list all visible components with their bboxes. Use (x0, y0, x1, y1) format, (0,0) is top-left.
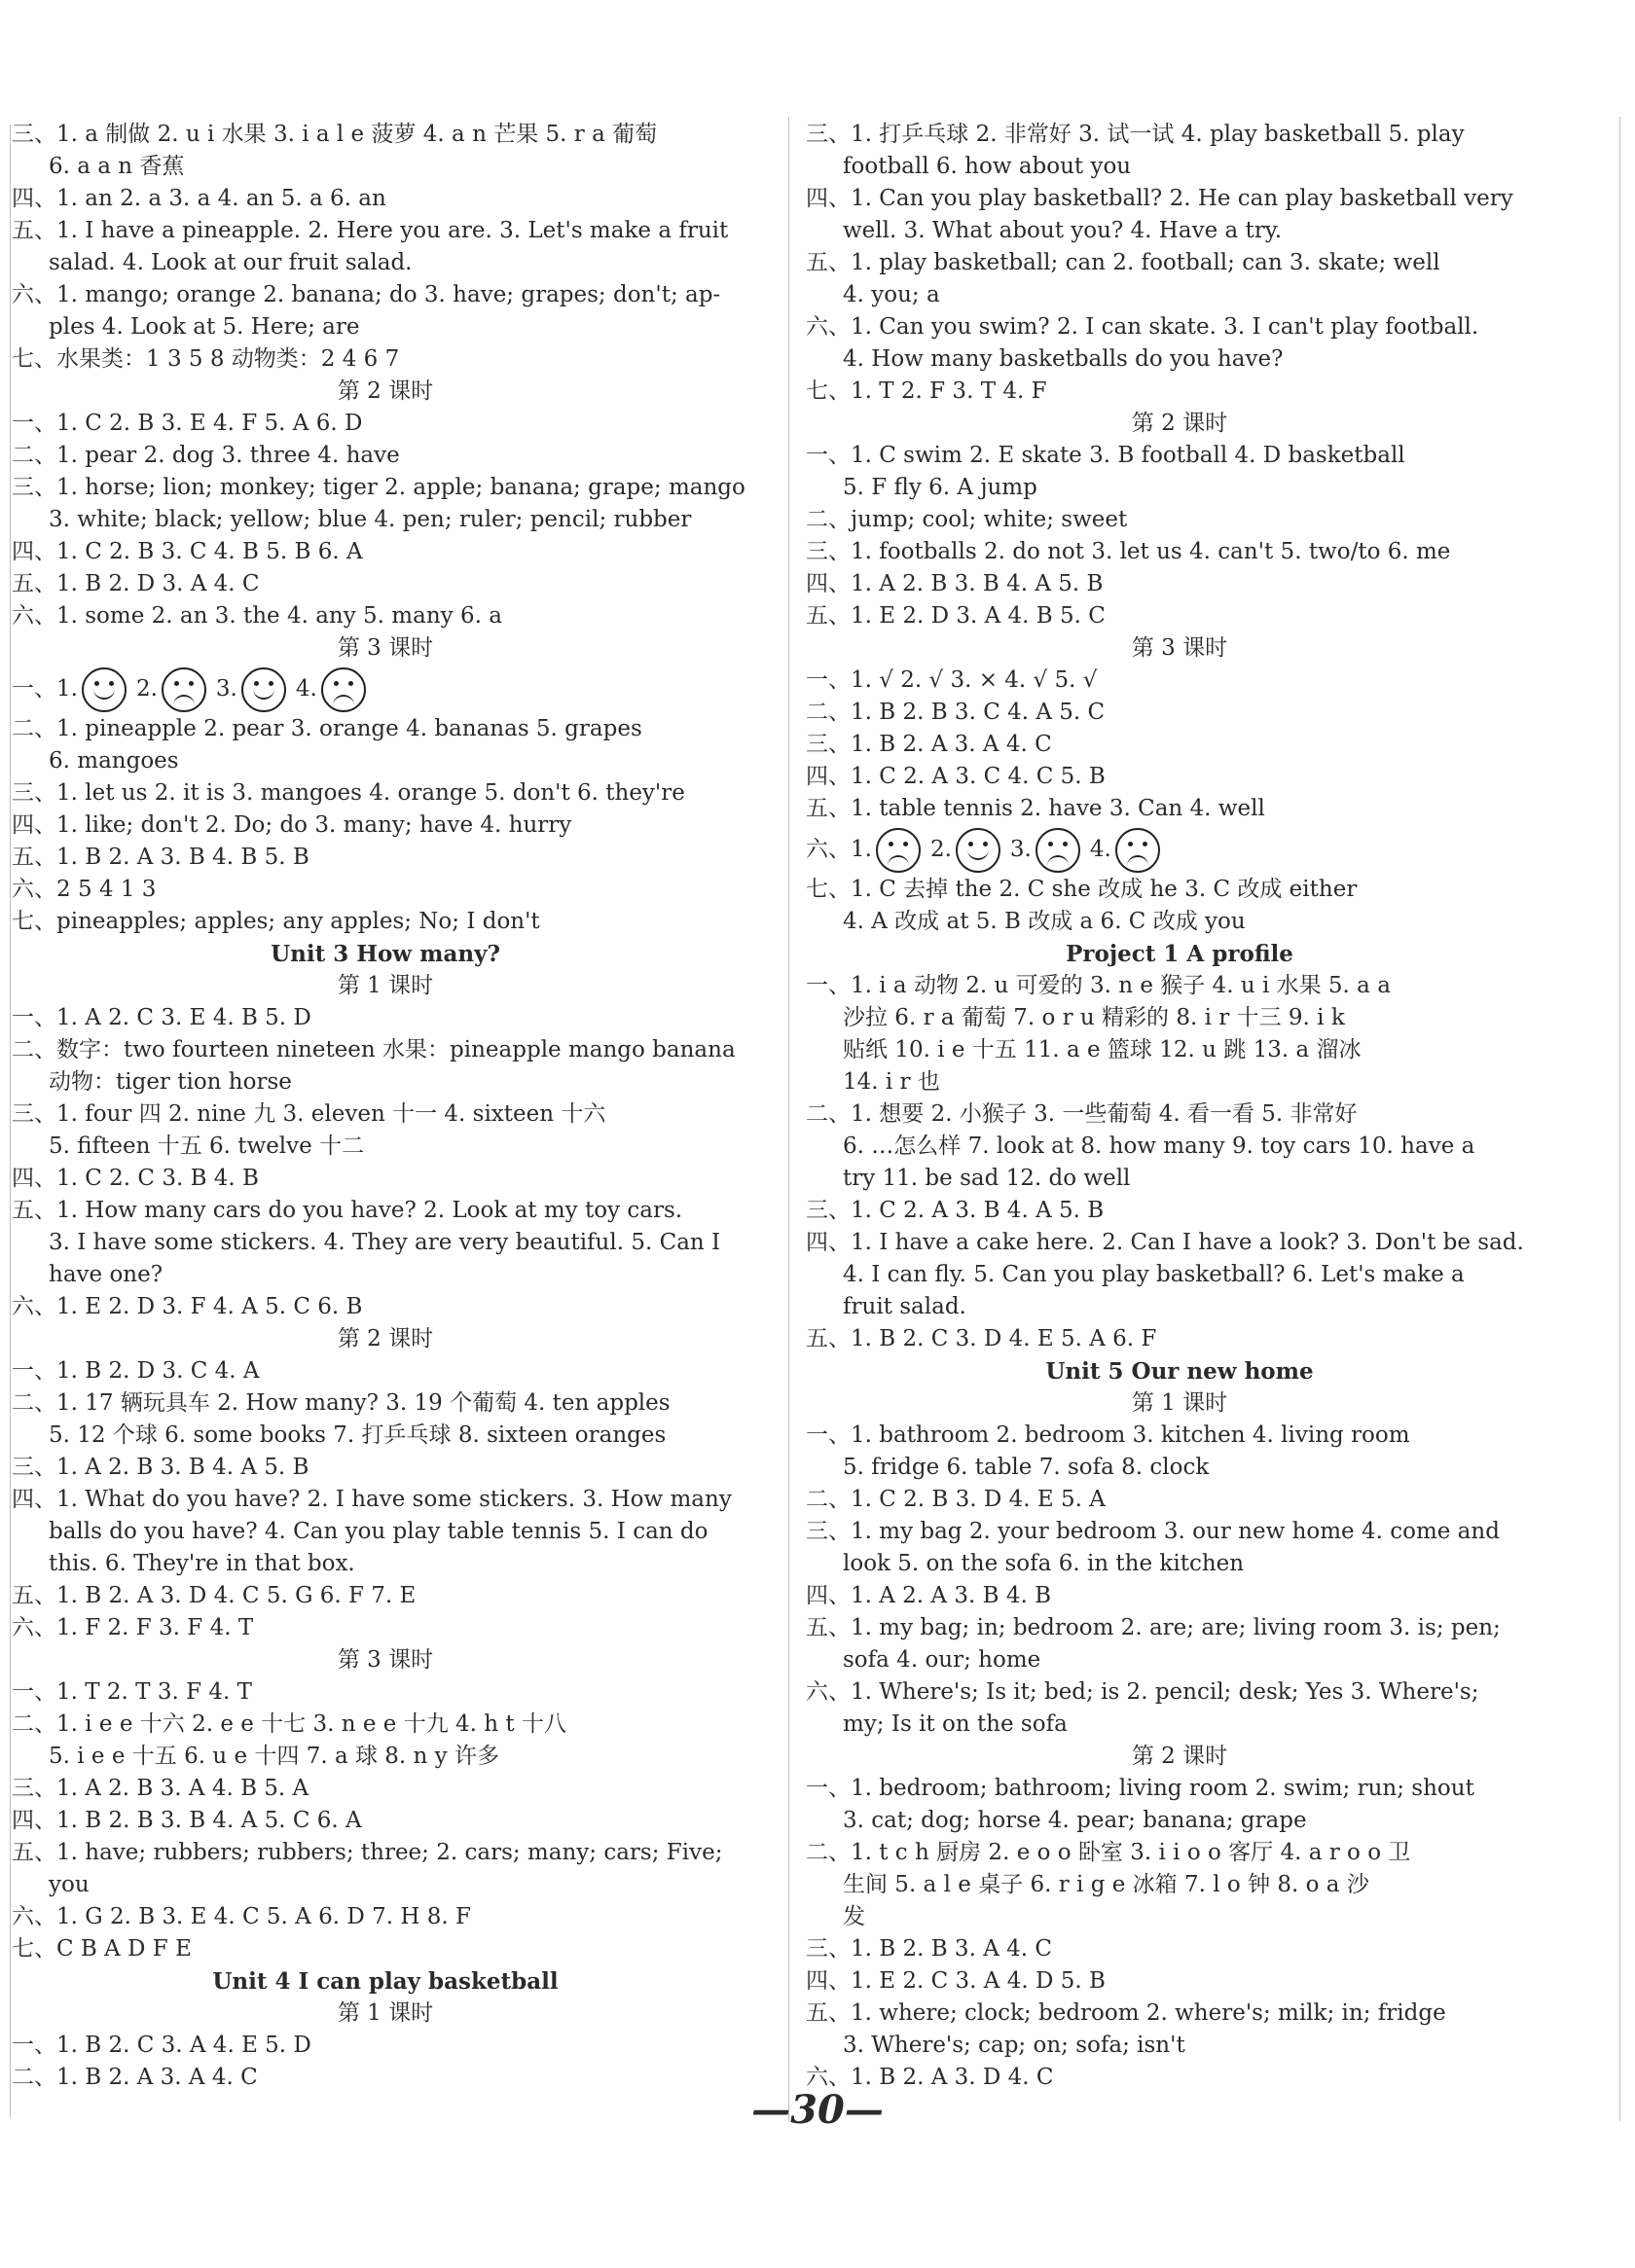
answer-line: 五、1. B 2. C 3. D 4. E 5. A 6. F (806, 1326, 1157, 1351)
smiley-face-icon (241, 667, 286, 712)
answer-line: 四、1. C 2. B 3. C 4. B 5. B 6. A (12, 539, 363, 564)
item-number: 4. (1089, 837, 1111, 862)
answer-line: 三、1. let us 2. it is 3. mangoes 4. orange 5. don't 6. they're (12, 780, 685, 806)
answer-line: 二、1. B 2. B 3. C 4. A 5. C (806, 700, 1106, 725)
answer-line: 六、2 5 4 1 3 (12, 877, 157, 902)
left-answer-column (12, 119, 759, 2094)
answer-line: 一、1. bathroom 2. bedroom 3. kitchen 4. living room (806, 1422, 1410, 1448)
answer-line: 二、1. 17 辆玩具车 2. How many? 3. 19 个葡萄 4. ten apples (12, 1390, 671, 1416)
sad-face-icon (321, 667, 366, 712)
answer-line: 五、1. B 2. D 3. A 4. C (12, 571, 260, 596)
answer-line: my; Is it on the sofa (843, 1711, 1068, 1737)
answer-line: 七、1. C 去掉 the 2. C she 改成 he 3. C 改成 either (806, 877, 1358, 902)
column-divider (788, 117, 789, 2121)
item-number: 1. (56, 676, 78, 702)
item-number: 2. (135, 676, 158, 702)
answer-line: 六、1. G 2. B 3. E 4. C 5. A 6. D 7. H 8. F (12, 1904, 471, 1929)
answer-line: 五、1. E 2. D 3. A 4. B 5. C (806, 603, 1106, 629)
answer-line: 三、1. C 2. A 3. B 4. A 5. B (806, 1198, 1105, 1223)
answer-line: 四、1. What do you have? 2. I have some stickers. 3. How many (12, 1487, 732, 1512)
answer-line: 四、1. I have a cake here. 2. Can I have a look? 3. Don't be sad. (806, 1230, 1524, 1255)
answer-line: football 6. how about you (843, 154, 1132, 179)
right-answer-column (806, 119, 1553, 2094)
answer-line: sofa 4. our; home (843, 1647, 1041, 1673)
answer-line: 4. I can fly. 5. Can you play basketball? 6. Let's make a (843, 1262, 1465, 1287)
answer-line: 六、1. Can you swim? 2. I can skate. 3. I can't play football. (806, 314, 1479, 340)
answer-line: 沙拉 6. r a 葡萄 7. o r u 精彩的 8. i r 十三 9. i k (843, 1005, 1345, 1030)
answer-line: 五、1. where; clock; bedroom 2. where's; milk; in; fridge (806, 2000, 1446, 2026)
answer-line: 四、1. A 2. B 3. B 4. A 5. B (806, 571, 1104, 596)
answer-line: 4. A 改成 at 5. B 改成 a 6. C 改成 you (843, 909, 1246, 934)
answer-line: 三、1. B 2. A 3. A 4. C (806, 732, 1052, 757)
answer-line: 一、1. B 2. D 3. C 4. A (12, 1358, 260, 1384)
smiley-answer-line (12, 665, 759, 713)
answer-line: 二、1. i e e 十六 2. e e 十七 3. n e e 十九 4. h t 十八 (12, 1711, 566, 1737)
answer-line: 五、1. How many cars do you have? 2. Look at my toy cars. (12, 1198, 683, 1223)
answer-line: 3. I have some stickers. 4. They are very beautiful. 5. Can I (49, 1230, 721, 1255)
answer-line: 一、1. B 2. C 3. A 4. E 5. D (12, 2033, 311, 2058)
answer-line: 五、1. have; rubbers; rubbers; three; 2. cars; many; cars; Five; (12, 1840, 723, 1865)
answer-line: 4. How many basketballs do you have? (843, 346, 1284, 372)
answer-line: 五、1. B 2. A 3. B 4. B 5. B (12, 845, 309, 870)
section-heading: Project 1 A profile (1066, 941, 1293, 967)
answer-line: balls do you have? 4. Can you play table tennis 5. I can do (49, 1519, 708, 1544)
answer-line: 三、1. footballs 2. do not 3. let us 4. can't 5. two/to 6. me (806, 539, 1451, 564)
answer-line: 6. a a n 香蕉 (49, 154, 185, 179)
answer-line: 七、C B A D F E (12, 1936, 192, 1962)
answer-line: 六、1. E 2. D 3. F 4. A 5. C 6. B (12, 1294, 363, 1319)
answer-line: 一、1. √ 2. √ 3. × 4. √ 5. √ (806, 667, 1098, 693)
section-heading: 第 3 课时 (337, 1647, 434, 1673)
answer-line: 六、1. Where's; Is it; bed; is 2. pencil; desk; Yes 3. Where's; (806, 1679, 1479, 1705)
answer-line: 五、1. play basketball; can 2. football; can 3. skate; well (806, 250, 1440, 275)
answer-line: 二、数字：two fourteen nineteen 水果：pineapple mango banana (12, 1037, 736, 1062)
answer-line: have one? (49, 1262, 164, 1287)
answer-line: 14. i r 也 (843, 1069, 940, 1095)
sad-face-icon (162, 667, 206, 712)
answer-line: 七、pineapples; apples; any apples; No; I don't (12, 909, 540, 934)
section-heading: 第 2 课时 (1131, 1744, 1228, 1769)
answer-line: 6. mangoes (49, 748, 179, 774)
answer-line: 四、1. like; don't 2. Do; do 3. many; have 4. hurry (12, 812, 572, 838)
answer-line: 生间 5. a l e 桌子 6. r i g e 冰箱 7. l o 钟 8. o a 沙 (843, 1872, 1369, 1897)
answer-line: 5. fifteen 十五 6. twelve 十二 (49, 1134, 365, 1159)
answer-line: 五、1. table tennis 2. have 3. Can 4. well (806, 796, 1265, 821)
section-heading: 第 2 课时 (337, 1326, 434, 1351)
answer-line: salad. 4. Look at our fruit salad. (49, 250, 413, 275)
answer-line: 四、1. an 2. a 3. a 4. an 5. a 6. an (12, 186, 386, 211)
left-margin-rule (10, 125, 11, 2117)
answer-line: 动物：tiger tion horse (49, 1069, 292, 1095)
section-heading: 第 1 课时 (1131, 1390, 1228, 1416)
section-label: 一、 (12, 676, 56, 702)
section-heading: 第 1 课时 (337, 973, 434, 998)
answer-line: 三、1. my bag 2. your bedroom 3. our new home 4. come and (806, 1519, 1500, 1544)
answer-line: 二、1. 想要 2. 小猴子 3. 一些葡萄 4. 看一看 5. 非常好 (806, 1101, 1358, 1127)
answer-line: 三、1. four 四 2. nine 九 3. eleven 十一 4. sixteen 十六 (12, 1101, 606, 1127)
answer-line: 6. …怎么样 7. look at 8. how many 9. toy cars 10. have a (843, 1134, 1475, 1159)
section-heading: Unit 5 Our new home (1045, 1358, 1314, 1385)
answer-line: 六、1. B 2. A 3. D 4. C (806, 2065, 1054, 2090)
answer-line: 四、1. C 2. A 3. C 4. C 5. B (806, 764, 1106, 789)
item-number: 3. (215, 676, 237, 702)
answer-line: 六、1. some 2. an 3. the 4. any 5. many 6. a (12, 603, 502, 629)
answer-line: 3. Where's; cap; on; sofa; isn't (843, 2033, 1185, 2058)
answer-line: 七、水果类：1 3 5 8 动物类：2 4 6 7 (12, 346, 400, 372)
answer-line: 三、1. B 2. B 3. A 4. C (806, 1936, 1052, 1962)
answer-line: 五、1. my bag; in; bedroom 2. are; are; living room 3. is; pen; (806, 1615, 1501, 1640)
section-heading: Unit 4 I can play basketball (212, 1968, 559, 1995)
answer-line: 三、1. A 2. B 3. B 4. A 5. B (12, 1455, 309, 1480)
answer-line: 七、1. T 2. F 3. T 4. F (806, 378, 1047, 404)
answer-line: 三、1. a 制做 2. u i 水果 3. i a l e 菠萝 4. a n 芒果 5. r a 葡萄 (12, 122, 658, 147)
answer-line: 三、1. horse; lion; monkey; tiger 2. apple; banana; grape; mango (12, 475, 745, 500)
answer-line: 五、1. I have a pineapple. 2. Here you are. 3. Let's make a fruit (12, 218, 729, 243)
answer-line: 5. fridge 6. table 7. sofa 8. clock (843, 1455, 1210, 1480)
answer-line: 四、1. E 2. C 3. A 4. D 5. B (806, 1968, 1106, 1994)
answer-line: 二、jump; cool; white; sweet (806, 507, 1128, 532)
answer-line: 二、1. t c h 厨房 2. e o o 卧室 3. i i o o 客厅 4. a r o o 卫 (806, 1840, 1411, 1865)
smiley-face-icon (956, 828, 1000, 873)
section-label: 六、 (806, 837, 851, 862)
answer-line: 5. F fly 6. A jump (843, 475, 1037, 500)
answer-line: 四、1. B 2. B 3. B 4. A 5. C 6. A (12, 1808, 362, 1833)
page-number: —30— (751, 2087, 884, 2133)
answer-line: 四、1. Can you play basketball? 2. He can play basketball very (806, 186, 1513, 211)
item-number: 4. (295, 676, 317, 702)
answer-line: 贴纸 10. i e 十五 11. a e 篮球 12. u 跳 13. a 溜冰 (843, 1037, 1362, 1062)
answer-line: 五、1. B 2. A 3. D 4. C 5. G 6. F 7. E (12, 1583, 417, 1608)
answer-line: try 11. be sad 12. do well (843, 1166, 1131, 1191)
answer-line: 4. you; a (843, 282, 940, 307)
smiley-face-icon (82, 667, 127, 712)
item-number: 1. (851, 837, 872, 862)
answer-line: 二、1. pear 2. dog 3. three 4. have (12, 443, 400, 468)
answer-line: 发 (843, 1904, 865, 1929)
answer-line: 二、1. B 2. A 3. A 4. C (12, 2065, 258, 2090)
answer-line: 一、1. bedroom; bathroom; living room 2. swim; run; shout (806, 1776, 1474, 1801)
section-heading: 第 2 课时 (337, 378, 434, 404)
answer-line: 一、1. A 2. C 3. E 4. B 5. D (12, 1005, 311, 1030)
section-heading: Unit 3 How many? (271, 941, 500, 967)
answer-line: 一、1. i a 动物 2. u 可爱的 3. n e 猴子 4. u i 水果 5. a a (806, 973, 1391, 998)
item-number: 3. (1009, 837, 1032, 862)
section-heading: 第 3 课时 (337, 635, 434, 661)
sad-face-icon (1036, 828, 1080, 873)
answer-line: ples 4. Look at 5. Here; are (49, 314, 360, 340)
answer-line: you (49, 1872, 90, 1897)
answer-line: 六、1. mango; orange 2. banana; do 3. have; grapes; don't; ap- (12, 282, 721, 307)
answer-line: 三、1. 打乒乓球 2. 非常好 3. 试一试 4. play basketball 5. play (806, 122, 1465, 147)
answer-line: 3. white; black; yellow; blue 4. pen; ruler; pencil; rubber (49, 507, 692, 532)
answer-line: fruit salad. (843, 1294, 966, 1319)
sad-face-icon (876, 828, 921, 873)
smiley-answer-line (806, 825, 1553, 874)
answer-line: 5. 12 个球 6. some books 7. 打乒乓球 8. sixteen oranges (49, 1422, 667, 1448)
answer-line: this. 6. They're in that box. (49, 1551, 355, 1576)
section-heading: 第 1 课时 (337, 2000, 434, 2026)
answer-line: 四、1. A 2. A 3. B 4. B (806, 1583, 1051, 1608)
answer-line: 5. i e e 十五 6. u e 十四 7. a 球 8. n y 许多 (49, 1744, 499, 1769)
answer-line: 一、1. C 2. B 3. E 4. F 5. A 6. D (12, 411, 363, 436)
answer-line: 一、1. T 2. T 3. F 4. T (12, 1679, 252, 1705)
answer-line: look 5. on the sofa 6. in the kitchen (843, 1551, 1245, 1576)
answer-line: 二、1. pineapple 2. pear 3. orange 4. bananas 5. grapes (12, 716, 642, 741)
section-heading: 第 3 课时 (1131, 635, 1228, 661)
sad-face-icon (1115, 828, 1160, 873)
answer-line: well. 3. What about you? 4. Have a try. (843, 218, 1283, 243)
answer-line: 三、1. A 2. B 3. A 4. B 5. A (12, 1776, 309, 1801)
item-number: 2. (929, 837, 952, 862)
answer-line: 四、1. C 2. C 3. B 4. B (12, 1166, 259, 1191)
answer-line: 3. cat; dog; horse 4. pear; banana; grape (843, 1808, 1307, 1833)
right-margin-rule (1619, 117, 1620, 2121)
section-heading: 第 2 课时 (1131, 411, 1228, 436)
answer-line: 一、1. C swim 2. E skate 3. B football 4. D basketball (806, 443, 1405, 468)
answer-line: 二、1. C 2. B 3. D 4. E 5. A (806, 1487, 1106, 1512)
answer-line: 六、1. F 2. F 3. F 4. T (12, 1615, 254, 1640)
